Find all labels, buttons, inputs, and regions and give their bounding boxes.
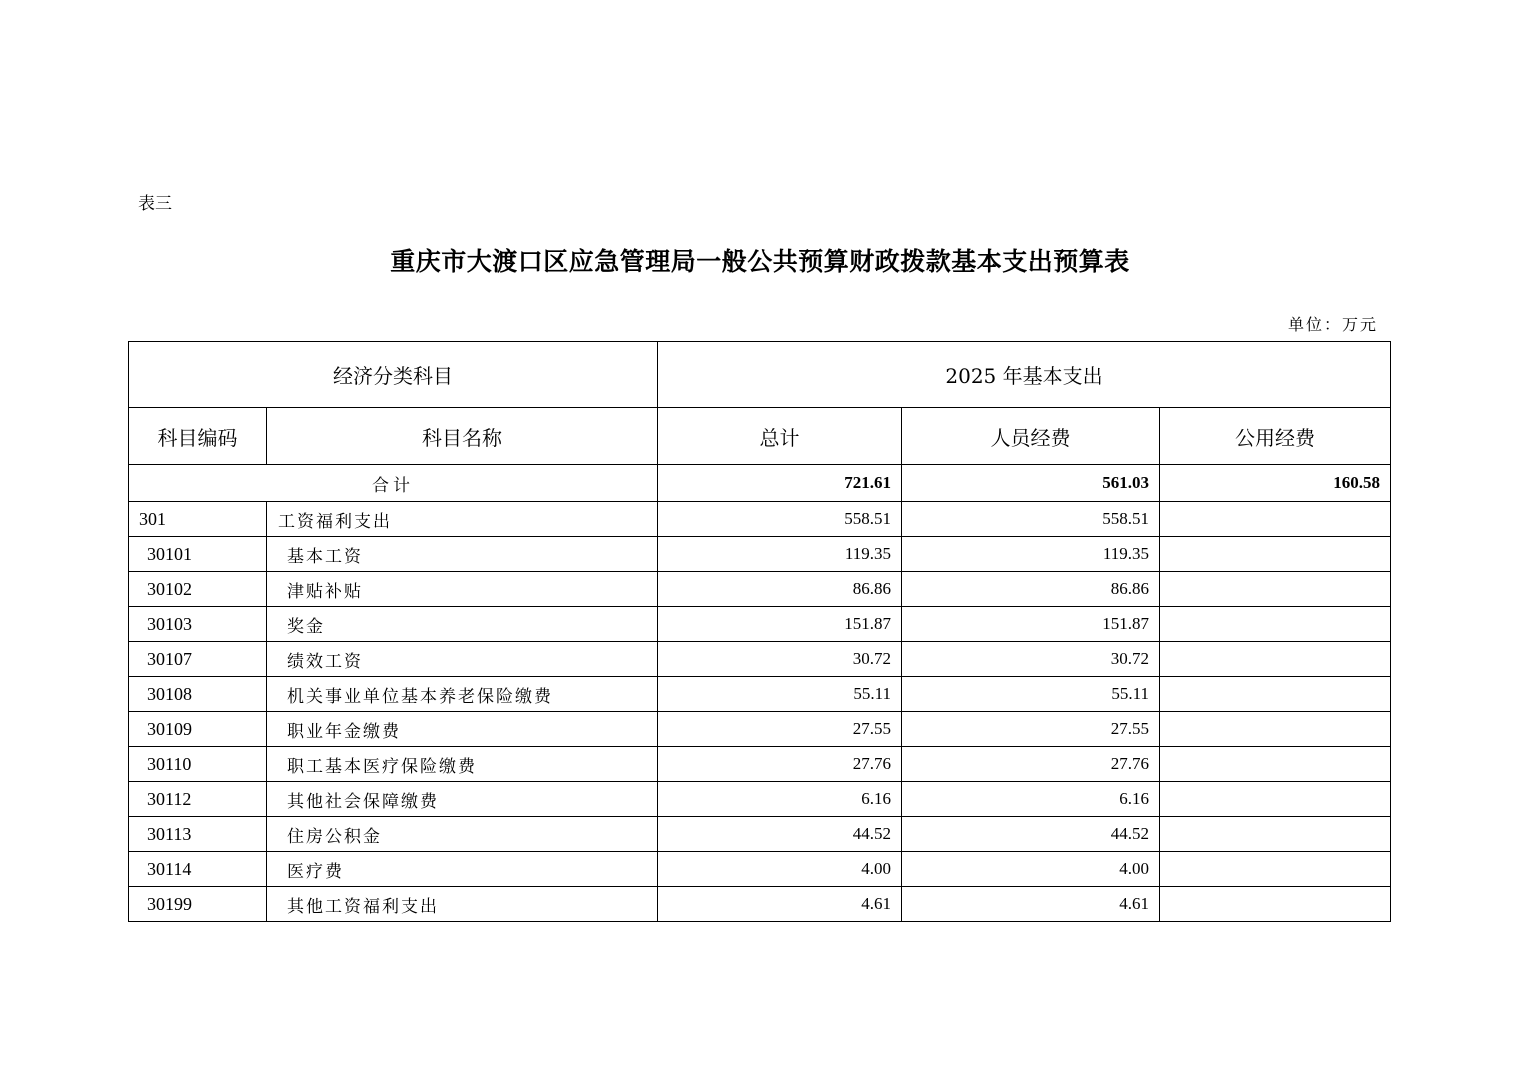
row-code: 30102	[129, 572, 267, 607]
row-name: 机关事业单位基本养老保险缴费	[267, 677, 658, 712]
table-row	[129, 817, 1391, 852]
row-public	[1160, 747, 1391, 782]
row-public	[1160, 782, 1391, 817]
row-name: 绩效工资	[267, 642, 658, 677]
row-total: 4.00	[658, 852, 902, 887]
row-total: 6.16	[658, 782, 902, 817]
total-public: 160.58	[1160, 465, 1391, 502]
row-code: 30101	[129, 537, 267, 572]
row-personnel: 55.11	[902, 677, 1160, 712]
table-row	[129, 747, 1391, 782]
table-row	[129, 642, 1391, 677]
row-public	[1160, 712, 1391, 747]
row-name: 其他社会保障缴费	[267, 782, 658, 817]
row-personnel: 4.61	[902, 887, 1160, 922]
row-code: 30103	[129, 607, 267, 642]
total-label: 合计	[129, 465, 658, 502]
row-total: 119.35	[658, 537, 902, 572]
row-name: 住房公积金	[267, 817, 658, 852]
header-economic-category: 经济分类科目	[129, 342, 658, 408]
row-total: 151.87	[658, 607, 902, 642]
unit-note: 单位：万元	[1287, 315, 1378, 334]
row-code: 30113	[129, 817, 267, 852]
row-code: 30110	[129, 747, 267, 782]
table-row	[129, 782, 1391, 817]
row-public	[1160, 537, 1391, 572]
row-total: 4.61	[658, 887, 902, 922]
table-row	[129, 607, 1391, 642]
row-name: 基本工资	[267, 537, 658, 572]
row-name: 医疗费	[267, 852, 658, 887]
row-public	[1160, 642, 1391, 677]
row-name: 奖金	[267, 607, 658, 642]
row-personnel: 558.51	[902, 502, 1160, 537]
row-name: 职工基本医疗保险缴费	[267, 747, 658, 782]
document-title: 重庆市大渡口区应急管理局一般公共预算财政拨款基本支出预算表	[390, 247, 1130, 276]
header-public: 公用经费	[1160, 408, 1391, 465]
table-row	[129, 572, 1391, 607]
row-code: 30114	[129, 852, 267, 887]
header-personnel: 人员经费	[902, 408, 1160, 465]
row-total: 27.76	[658, 747, 902, 782]
row-personnel: 30.72	[902, 642, 1160, 677]
row-code: 301	[129, 502, 267, 537]
row-code: 30199	[129, 887, 267, 922]
header-group-row	[129, 342, 1391, 408]
row-personnel: 86.86	[902, 572, 1160, 607]
row-total: 55.11	[658, 677, 902, 712]
table-row	[129, 502, 1391, 537]
row-public	[1160, 887, 1391, 922]
table-row	[129, 712, 1391, 747]
table-row	[129, 887, 1391, 922]
row-public	[1160, 677, 1391, 712]
row-personnel: 151.87	[902, 607, 1160, 642]
row-personnel: 6.16	[902, 782, 1160, 817]
row-name: 其他工资福利支出	[267, 887, 658, 922]
total-total: 721.61	[658, 465, 902, 502]
row-personnel: 119.35	[902, 537, 1160, 572]
row-personnel: 27.76	[902, 747, 1160, 782]
row-public	[1160, 817, 1391, 852]
budget-table	[128, 341, 1391, 922]
row-public	[1160, 607, 1391, 642]
total-personnel: 561.03	[902, 465, 1160, 502]
header-total: 总计	[658, 408, 902, 465]
table-row	[129, 537, 1391, 572]
row-personnel: 27.55	[902, 712, 1160, 747]
header-code: 科目编码	[129, 408, 267, 465]
row-total: 27.55	[658, 712, 902, 747]
row-total: 558.51	[658, 502, 902, 537]
row-total: 44.52	[658, 817, 902, 852]
row-code: 30109	[129, 712, 267, 747]
row-total: 30.72	[658, 642, 902, 677]
row-total: 86.86	[658, 572, 902, 607]
row-personnel: 44.52	[902, 817, 1160, 852]
row-code: 30108	[129, 677, 267, 712]
header-basic-expenditure: 2025 年基本支出	[658, 342, 1391, 408]
row-name: 职业年金缴费	[267, 712, 658, 747]
table-label: 表三	[138, 194, 172, 214]
row-public	[1160, 502, 1391, 537]
row-name: 工资福利支出	[267, 502, 658, 537]
row-name: 津贴补贴	[267, 572, 658, 607]
row-public	[1160, 852, 1391, 887]
row-code: 30107	[129, 642, 267, 677]
total-row	[129, 465, 1391, 502]
header-column-row	[129, 408, 1391, 465]
header-name: 科目名称	[267, 408, 658, 465]
table-row	[129, 677, 1391, 712]
row-personnel: 4.00	[902, 852, 1160, 887]
row-code: 30112	[129, 782, 267, 817]
table-row	[129, 852, 1391, 887]
row-public	[1160, 572, 1391, 607]
